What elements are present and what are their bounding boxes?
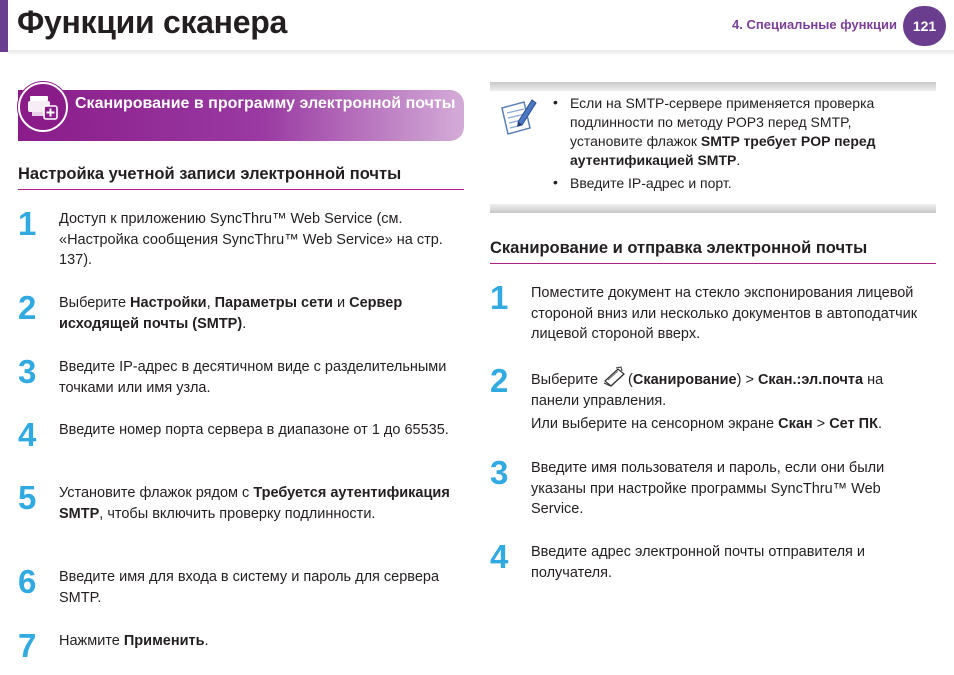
bullet-dot: • (553, 94, 558, 110)
header-accent-bar (0, 0, 8, 52)
bold-term: Скан.:эл.почта (757, 372, 864, 388)
text-run: Введите имя для входа в систему и пароль для сервера SMTP. (59, 569, 440, 606)
text-run: , (206, 295, 215, 311)
text-run: Установите флажок рядом с (59, 485, 254, 501)
bold-term: Требуется аутентификация SMTP (59, 485, 450, 522)
bold-term: SMTP требует POP перед аутентификацией SMTP (570, 133, 876, 168)
step-text (59, 293, 457, 334)
text-run: Введите IP-адрес и порт. (570, 175, 732, 191)
step-text (59, 483, 457, 524)
header-divider (8, 50, 954, 56)
right-section-heading: Сканирование и отправка электронной почты (490, 239, 868, 257)
text-run: . (736, 152, 741, 168)
step-number: 3 (490, 454, 509, 491)
page-number-badge: 121 (903, 6, 946, 46)
step-text (59, 357, 457, 398)
bold-term: Сервер исходящей почты (SMTP) (59, 295, 403, 332)
step-extra-text (531, 414, 929, 435)
step-text (531, 458, 929, 520)
step-text (531, 366, 929, 411)
bullet-dot: • (553, 174, 558, 190)
step-number: 4 (490, 538, 509, 575)
right-section-underline (490, 263, 936, 264)
step-text (59, 420, 457, 441)
step-number: 6 (18, 563, 37, 600)
scan-icon (602, 372, 628, 388)
step-number: 1 (18, 205, 37, 242)
text-run: Введите адрес электронной почты отправителя и получателя. (531, 544, 866, 581)
text-run: Выберите (531, 372, 603, 388)
text-run: ( (628, 372, 633, 388)
text-run: ) > (736, 372, 758, 388)
text-run: Доступ к приложению SyncThru™ Web Service (см. «Настройка сообщения SyncThru™ Web Service» на стр. 137). (59, 211, 443, 268)
step-number: 2 (490, 362, 509, 399)
step-text (531, 283, 929, 345)
bold-term: Параметры сети (214, 295, 333, 311)
step-number: 5 (18, 479, 37, 516)
note-bullet-text (570, 174, 920, 193)
text-run: Или выберите на сенсорном экране (531, 416, 779, 432)
text-run: Введите номер порта сервера в диапазоне от 1 до 65535. (59, 422, 449, 438)
text-run: , чтобы включить проверку подлинности. (99, 505, 376, 522)
bold-term: Скан (778, 416, 813, 432)
left-section-heading: Настройка учетной записи электронной почты (18, 165, 402, 183)
step-text (59, 209, 457, 271)
text-run: Введите имя пользователя и пароль, если они были указаны при настройке программы SyncThru™ Web Service. (531, 460, 885, 517)
note-box-bottom-border (490, 204, 936, 213)
section-banner-title: Сканирование в программу электронной почты (75, 95, 456, 112)
note-pencil-icon (498, 98, 538, 141)
text-run: и (332, 295, 350, 311)
text-run: > (812, 416, 830, 432)
text-run: . (877, 416, 882, 432)
step-number: 1 (490, 279, 509, 316)
step-text (531, 542, 929, 583)
step-text (59, 567, 457, 608)
step-number: 4 (18, 416, 37, 453)
step-number: 3 (18, 353, 37, 390)
bold-term: Применить (123, 633, 205, 649)
text-run: Поместите документ на стекло экспонирования лицевой стороной вниз или несколько документов в автоподатчик лицевой стороной вверх. (531, 285, 918, 342)
text-run: Нажмите (59, 633, 124, 649)
left-section-underline (18, 189, 464, 190)
text-run: . (204, 633, 209, 649)
text-run: Если на SMTP-сервере применяется проверка подлинности по методу POP3 перед SMTP, установите флажок (570, 95, 875, 149)
text-run: . (242, 315, 247, 332)
text-run: Введите IP-адрес в десятичном виде с разделительными точками или имя узла. (59, 359, 447, 396)
step-number: 2 (18, 289, 37, 326)
note-box-top-border (490, 82, 936, 91)
text-run: Выберите (59, 295, 131, 311)
bold-term: Сет ПК (829, 416, 878, 432)
scanner-to-computer-icon (18, 82, 68, 132)
page-title: Функции сканера (17, 4, 287, 40)
bold-term: Настройки (130, 295, 207, 311)
chapter-label: 4. Специальные функции (732, 17, 897, 32)
text-run: на панели управления. (531, 372, 884, 409)
note-bullet-text (570, 94, 920, 170)
bold-term: Сканирование (632, 372, 737, 388)
step-text (59, 631, 457, 652)
step-number: 7 (18, 627, 37, 664)
